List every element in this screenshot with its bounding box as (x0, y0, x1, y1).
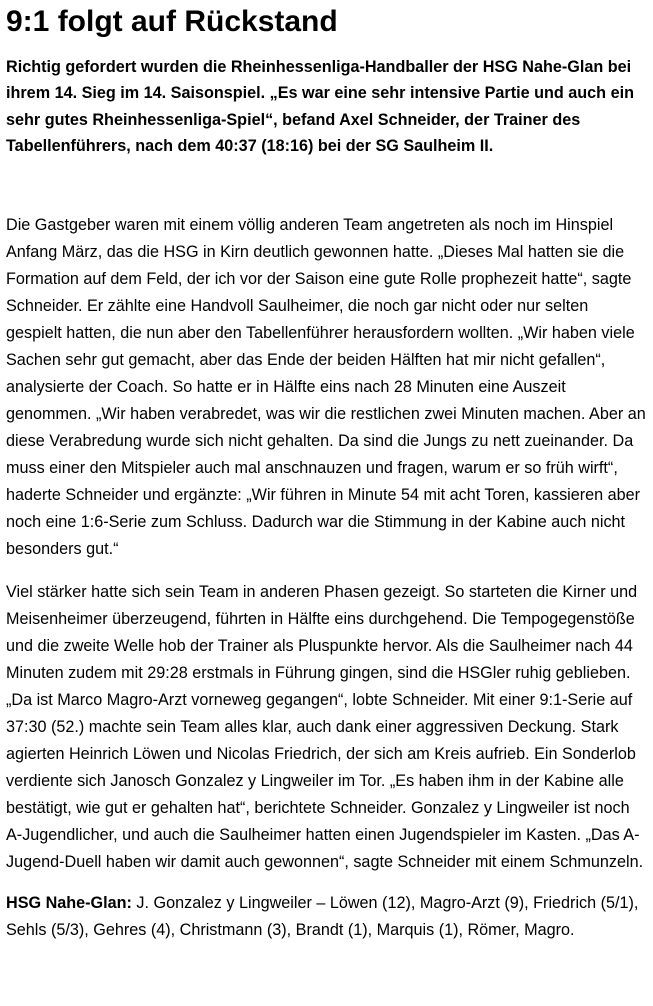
lineup-players: J. Gonzalez y Lingweiler – Löwen (12), Magro-Arzt (9), Friedrich (5/1), Sehls (5/3), Gehres (4), Christmann (3), Brandt (1), Marquis (1), Römer, Magro. (6, 894, 639, 940)
body-paragraph: Viel stärker hatte sich sein Team in anderen Phasen gezeigt. So starteten die Kirner und Meisenheimer überzeugend, führten in Hälfte eins durchgehend. Die Tempogegenstöße und die zweite Welle hob der Trainer als Pluspunkte hervor. Als die Saulheimer nach 44 Minuten zudem mit 29:28 erstmals in Führung gingen, sind die HSGler ruhig geblieben. „Da ist Marco Magro-Arzt vorneweg gegangen“, lobte Schneider. Mit einer 9:1-Serie auf 37:30 (52.) machte sein Team alles klar, auch dank einer aggressiven Deckung. Stark agierten Heinrich Löwen und Nicolas Friedrich, der sich am Kreis aufrieb. Ein Sonderlob verdiente sich Janosch Gonzalez y Lingweiler im Tor. „Es haben ihm in der Kabine alle bestätigt, wie gut er gehalten hat“, berichtete Schneider. Gonzalez y Lingweiler ist noch A-Jugendlicher, und auch die Saulheimer hatten einen Jugendspieler im Kasten. „Das A-Jugend-Duell haben wir damit auch gewonnen“, sagte Schneider mit einem Schmunzeln. (6, 583, 644, 872)
spacer (6, 159, 647, 212)
body-paragraph: Die Gastgeber waren mit einem völlig anderen Team angetreten als noch im Hinspiel Anfang März, das die HSG in Kirn deutlich gewonnen hatte. „Dieses Mal hatten sie die Formation auf dem Feld, der ich vor der Saison eine gute Rolle prophezeit hatte“, sagte Schneider. Er zählte eine Handvoll Saulheimer, die noch gar nicht oder nur selten gespielt hatten, die nun aber den Tabellenführer herausfordern wollten. „Wir haben viele Sachen sehr gut gemacht, aber das Ende der beiden Hälften hat mir nicht gefallen“, analysierte der Coach. So hatte er in Hälfte eins nach 28 Minuten eine Auszeit genommen. „Wir haben verabredet, was wir die restlichen zwei Minuten machen. Aber an diese Verabredung wurde sich nicht gehalten. Da sind die Jungs zu nett zueinander. Da muss einer den Mitspieler auch mal anschnauzen und fragen, warum er so früh wirft“, haderte Schneider und ergänzte: „Wir führen in Minute 54 mit acht Toren, kassieren aber noch eine 1:6-Serie zum Schluss. Dadurch war die Stimmung in der Kabine auch nicht besonders gut.“ (6, 216, 646, 559)
team-lineup (6, 890, 647, 944)
lead-paragraph: Richtig gefordert wurden die Rheinhessenliga-Handballer der HSG Nahe-Glan bei ihrem 14. Sieg im 14. Saisonspiel. „Es war eine sehr intensive Partie und auch ein sehr gutes Rheinhessenliga-Spiel“, befand Axel Schneider, der Trainer des Tabellenführers, nach dem 40:37 (18:16) bei der SG Saulheim II. (6, 58, 634, 155)
lineup-team-name: HSG Nahe-Glan: (6, 894, 132, 913)
headline: 9:1 folgt auf Rückstand (6, 5, 338, 38)
